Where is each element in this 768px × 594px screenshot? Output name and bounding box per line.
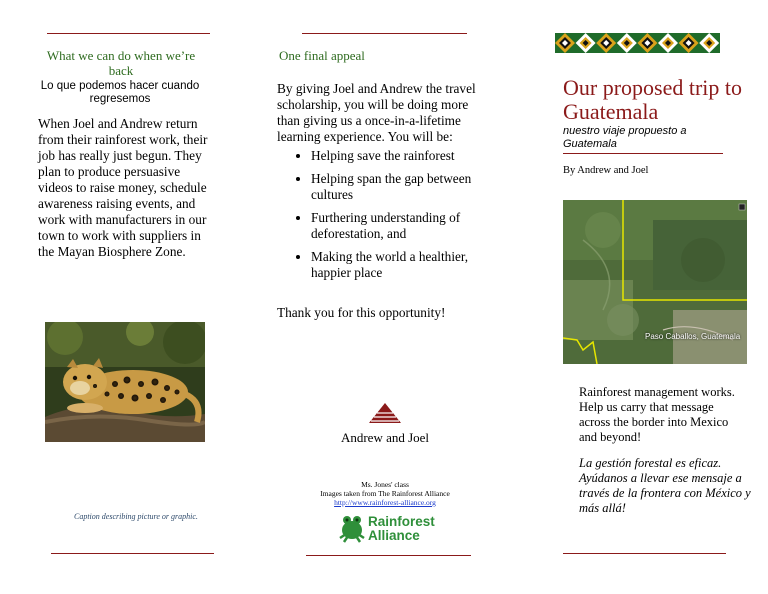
satellite-map bbox=[563, 200, 747, 364]
left-heading: What we can do when we’re back bbox=[46, 48, 196, 78]
byline: By Andrew and Joel bbox=[563, 165, 649, 176]
class-line: Ms. Jones' class bbox=[361, 480, 409, 489]
title-rule bbox=[563, 153, 723, 154]
middle-heading: One final appeal bbox=[279, 48, 365, 63]
message-english: Rainforest management works. Help us carry that message across the border into Mexico and beyond! bbox=[579, 385, 735, 444]
diamond-border bbox=[555, 33, 720, 53]
author-names: Andrew and Joel bbox=[340, 430, 430, 445]
frog-icon bbox=[338, 514, 366, 544]
top-rule-middle bbox=[302, 33, 467, 34]
bottom-rule-middle bbox=[306, 555, 471, 556]
triangle-emblem-icon bbox=[368, 402, 402, 424]
list-item: • Making the world a healthier, happier place bbox=[311, 249, 487, 281]
thanks-text: Thank you for this opportunity! bbox=[277, 305, 446, 320]
left-heading-spanish: Lo que podemos hacer cuando regresemos bbox=[40, 80, 200, 105]
logo-line-1: Rainforest bbox=[368, 514, 435, 529]
list-item: • Furthering understanding of deforestation, and bbox=[311, 210, 487, 242]
map-label: Paso Caballos, Guatemala bbox=[645, 332, 741, 341]
appeal-intro: By giving Joel and Andrew the travel scholarship, you will be doing more than giving us a once-in-a-lifetime learning experience. You will be: bbox=[277, 81, 476, 144]
message-spanish: La gestión forestal es eficaz. Ayúdanos a llevar ese mensaje a través de la frontera con México y más allá! bbox=[579, 456, 751, 515]
appeal-list bbox=[277, 148, 487, 288]
bottom-rule-left bbox=[51, 553, 214, 554]
rainforest-alliance-logo bbox=[338, 512, 438, 548]
left-body-text: When Joel and Andrew return from their rainforest work, their job has really just begun. They plan to produce persuasive videos to raise money, schedule awareness raising events, and work with manufacturers in our town to work with suppliers in the Mayan Biosphere Zone. bbox=[38, 116, 208, 259]
alliance-link[interactable]: http://www.rainforest-alliance.org bbox=[334, 498, 436, 507]
image-caption: Caption describing picture or graphic. bbox=[74, 512, 198, 521]
subtitle-spanish: nuestro viaje propuesto a Guatemala bbox=[563, 125, 687, 150]
logo-line-2: Alliance bbox=[368, 528, 420, 543]
top-rule-left bbox=[47, 33, 210, 34]
bottom-rule-right bbox=[563, 553, 726, 554]
list-item: • Helping save the rainforest bbox=[311, 148, 487, 164]
list-item: • Helping span the gap between cultures bbox=[311, 171, 487, 203]
jaguar-photo bbox=[45, 322, 205, 442]
credit-line: Images taken from The Rainforest Alliance bbox=[320, 489, 450, 498]
brochure-title: Our proposed trip to Guatemala bbox=[563, 75, 743, 124]
